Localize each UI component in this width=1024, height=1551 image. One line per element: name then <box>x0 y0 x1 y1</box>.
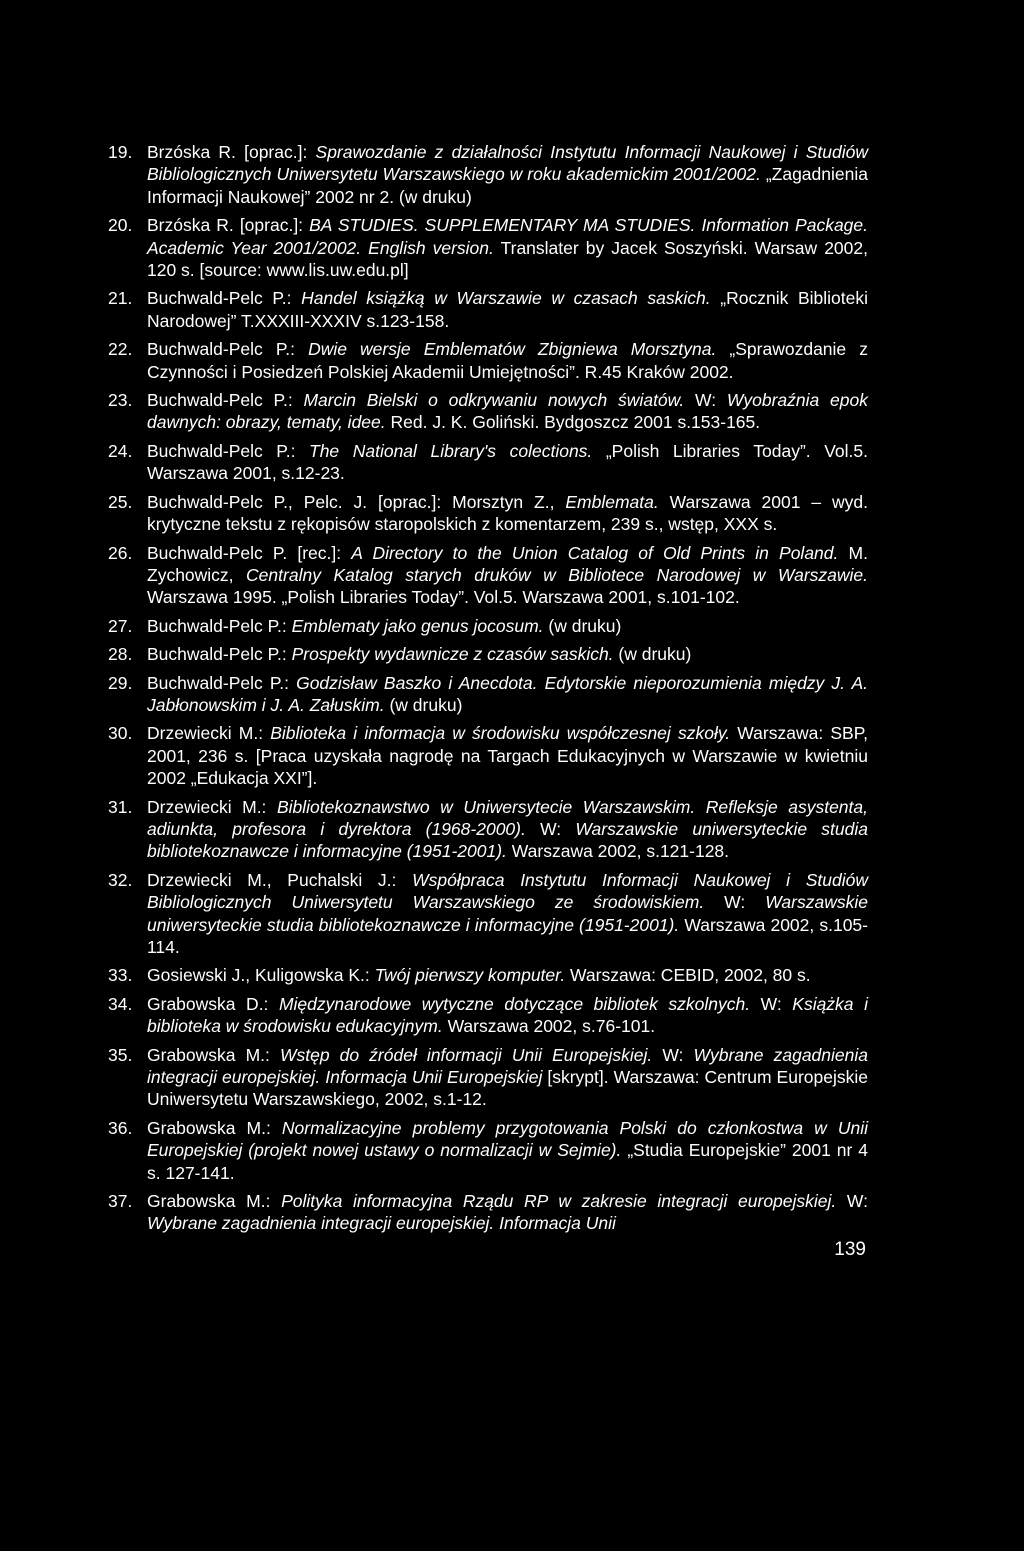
entry-title-italic: Twój pierwszy komputer. <box>374 965 566 986</box>
entry-title-italic: Prospekty wydawnicze z czasów saskich. <box>291 644 614 665</box>
entry-text-segment: Warszawa: CEBID, 2002, 80 s. <box>565 965 811 986</box>
entry-text-segment: (w druku) <box>543 615 622 636</box>
entry-text <box>147 965 811 985</box>
entry-text <box>147 797 868 862</box>
entry-text-segment: Red. J. K. Goliński. Bydgoszcz 2001 s.153-165. <box>385 412 761 433</box>
entry-text-segment: „Rocznik Biblioteki Narodowej” T.XXXIII-XXXIV s.123-158. <box>147 288 868 331</box>
entry-number: 25. <box>108 491 133 512</box>
entry-number: 21. <box>108 288 133 309</box>
entry-title-italic: Marcin Bielski o odkrywaniu nowych światów. <box>303 390 685 411</box>
entry-title-italic: The National Library's colections. <box>309 440 593 461</box>
entry-text-segment: W: <box>704 892 766 913</box>
entry-title-italic: Centralny Katalog starych druków w Bibliotece Narodowej w Warszawie. <box>246 564 869 585</box>
entry-text <box>147 870 868 957</box>
entry-text <box>147 1191 868 1233</box>
entry-number: 37. <box>108 1191 133 1212</box>
entry-text-segment: M. Zychowicz, <box>147 542 868 585</box>
entry-text <box>147 616 621 636</box>
bibliography-entry <box>108 672 868 717</box>
entry-number: 20. <box>108 215 133 236</box>
bibliography-entry <box>108 542 868 609</box>
entry-title-italic: Warszawskie uniwersyteckie studia bibliotekoznawcze i informacyjne (1951-2001). <box>147 892 868 935</box>
entry-title-italic: Książka i biblioteka w środowisku edukacyjnym. <box>147 993 868 1037</box>
entry-text-segment: Drzewiecki M., Puchalski J.: <box>147 869 413 890</box>
entry-text-segment: Buchwald-Pelc P., Pelc. J. [oprac.]: Morsztyn Z., <box>147 491 566 512</box>
entry-title-italic: Współpraca Instytutu Informacji Naukowej i Studiów Bibliologicznych Uniwersytetu Warszawskiego ze środowiskiem. <box>147 869 869 913</box>
bibliography-entry <box>108 338 868 383</box>
bibliography-entry <box>108 389 868 434</box>
entry-text-segment: Buchwald-Pelc P.: <box>147 440 309 461</box>
entry-text-segment: Drzewiecki M.: <box>147 796 277 817</box>
entry-title-italic: Godzisław Baszko i Anecdota. Edytorskie nieporozumienia między J. A. Jabłonowskim i J. A. Załuskim. <box>147 672 868 715</box>
entry-text <box>147 644 691 664</box>
entry-text-segment: Translater by Jacek Soszyński. Warsaw 2002, 120 s. [source: www.lis.uw.edu.pl] <box>147 237 868 281</box>
entry-text-segment: Buchwald-Pelc P. [rec.]: <box>147 542 352 563</box>
entry-text-segment: Buchwald-Pelc P.: <box>147 339 309 360</box>
entry-title-italic: Biblioteka i informacja w środowisku współczesnej szkoły. <box>270 723 731 744</box>
entry-number: 19. <box>108 142 133 162</box>
entry-text-segment: Brzóska R. [oprac.]: <box>147 142 316 162</box>
entry-number: 36. <box>108 1117 133 1138</box>
entry-title-italic: Międzynarodowe wytyczne dotyczące bibliotek szkolnych. <box>278 993 751 1014</box>
entry-text-segment: Warszawa 2002, s.76-101. <box>442 1016 656 1037</box>
entry-number: 29. <box>108 672 133 693</box>
entry-text <box>147 723 868 788</box>
entry-number: 26. <box>108 542 133 563</box>
entry-title-italic: Handel książką w Warszawie w czasach saskich. <box>301 288 711 309</box>
entry-title-italic: Wybrane zagadnienia integracji europejskiej. Informacja Unii <box>147 1213 616 1234</box>
entry-title-italic: Dwie wersje Emblematów Zbigniewa Morsztyna. <box>308 339 717 360</box>
entry-text-segment: Grabowska M.: <box>147 1191 282 1212</box>
bibliography-entry <box>108 993 868 1038</box>
bibliography-entry <box>108 141 868 208</box>
bibliography-entry <box>108 643 868 665</box>
entry-number: 34. <box>108 993 133 1014</box>
entry-text <box>147 390 868 432</box>
entry-text-segment: „Zagadnienia Informacji Naukowej” 2002 nr 2. (w druku) <box>147 164 868 207</box>
entry-number: 31. <box>108 796 133 817</box>
entry-text <box>147 673 868 715</box>
entry-text <box>147 441 868 483</box>
entry-text <box>147 288 868 330</box>
entry-title-italic: Wybrane zagadnienia integracji europejskiej. Informacja Unii Europejskiej <box>147 1044 868 1088</box>
bibliography-entry <box>108 1044 868 1111</box>
entry-title-italic: Wyobraźnia epok dawnych: obrazy, tematy, idee. <box>147 390 868 433</box>
entry-number: 27. <box>108 615 133 636</box>
entry-text-segment: Buchwald-Pelc P.: <box>147 288 302 309</box>
entry-text <box>147 492 868 534</box>
entry-text-segment: (w druku) <box>613 644 692 665</box>
bibliography-entry <box>108 1117 868 1184</box>
entry-text-segment: Buchwald-Pelc P.: <box>147 672 297 693</box>
entry-title-italic: Emblemata. <box>565 491 659 512</box>
entry-title-italic: Warszawskie uniwersyteckie studia bibliotekoznawcze i informacyjne (1951-2001). <box>147 818 869 862</box>
entry-text-segment: W: <box>684 390 727 411</box>
entry-text-segment: Grabowska M.: <box>147 1044 280 1065</box>
bibliography-entry <box>108 615 868 637</box>
bibliography-entry <box>108 287 868 332</box>
entry-text-segment: „Studia Europejskie” 2001 nr 4 s. 127-141. <box>147 1140 869 1183</box>
entry-text-segment: Brzóska R. [oprac.]: <box>147 215 310 236</box>
entry-number: 23. <box>108 390 133 411</box>
bibliography-list <box>108 141 868 1241</box>
entry-number: 32. <box>108 869 133 890</box>
entry-text-segment: Gosiewski J., Kuligowska K.: <box>147 965 375 986</box>
entry-number: 33. <box>108 965 133 986</box>
bibliography-entry <box>108 440 868 485</box>
entry-text-segment: [skrypt]. Warszawa: Centrum Europejskie Uniwersytetu Warszawskiego, 2002, s.1-12. <box>147 1067 868 1110</box>
entry-text <box>147 215 868 280</box>
entry-text-segment: Buchwald-Pelc P.: <box>147 390 304 411</box>
entry-title-italic: Polityka informacyjna Rządu RP w zakresie integracji europejskiej. <box>281 1191 837 1212</box>
entry-number: 22. <box>108 339 133 360</box>
entry-text-segment: W: <box>836 1191 868 1212</box>
entry-text <box>147 1118 868 1183</box>
entry-number: 24. <box>108 440 133 461</box>
entry-number: 28. <box>108 644 133 665</box>
entry-title-italic: Bibliotekoznawstwo w Uniwersytecie Warszawskim. Refleksje asystenta, adiunkta, profesora i dyrektora (1968-2000). <box>147 796 868 839</box>
entry-text-segment: Grabowska D.: <box>147 993 279 1014</box>
entry-text-segment: (w druku) <box>384 694 463 715</box>
entry-number: 35. <box>108 1044 133 1065</box>
entry-title-italic: Wstęp do źródeł informacji Unii Europejskiej. <box>279 1044 653 1065</box>
entry-title-italic: Normalizacyjne problemy przygotowania Polski do członkostwa w Unii Europejskiej (projekt nowej ustawy o normalizacji w Sejmie). <box>147 1117 868 1161</box>
entry-text-segment: „Sprawozdanie z Czynności i Posiedzeń Polskiej Akademii Umiejętności”. R.45 Kraków 2002. <box>147 339 868 382</box>
entry-text <box>147 994 868 1036</box>
entry-number: 30. <box>108 723 133 744</box>
entry-text <box>147 543 868 608</box>
entry-text <box>147 142 868 207</box>
entry-text-segment: Buchwald-Pelc P.: <box>147 644 292 665</box>
entry-text-segment: Warszawa 2001 – wyd. krytyczne tekstu z rękopisów staropolskich z komentarzem, 239 s., wstęp, XXX s. <box>147 491 868 535</box>
entry-text-segment: Warszawa 2002, s.105-114. <box>147 914 868 957</box>
bibliography-entry <box>108 796 868 863</box>
bibliography-entry <box>108 722 868 789</box>
entry-text-segment: W: <box>652 1044 694 1065</box>
entry-text-segment: Warszawa 1995. „Polish Libraries Today”. Vol.5. Warszawa 2001, s.101-102. <box>147 587 740 608</box>
bibliography-entry <box>108 491 868 536</box>
bibliography-entry <box>108 1190 868 1235</box>
bibliography-entry <box>108 964 868 986</box>
entry-title-italic: A Directory to the Union Catalog of Old Prints in Poland. <box>351 542 839 563</box>
entry-title-italic: Sprawozdanie z działalności Instytutu Informacji Naukowej i Studiów Bibliologicznych Uniwersytetu Warszawskiego w roku akademickim 2001/2002. <box>147 142 868 185</box>
bibliography-entry <box>108 214 868 281</box>
entry-text-segment: „Polish Libraries Today”. Vol.5. Warszawa 2001, s.12-23. <box>147 440 868 484</box>
entry-text-segment: W: <box>525 818 576 839</box>
entry-text <box>147 1045 868 1110</box>
entry-text-segment: Grabowska M.: <box>147 1117 282 1138</box>
entry-text-segment: Warszawa: SBP, 2001, 236 s. [Praca uzyskała nagrodę na Targach Edukacyjnych w Warszawie w kwietniu 2002 „Edukacja XXI”]. <box>147 723 868 789</box>
entry-title-italic: Emblematy jako genus jocosum. <box>291 615 544 636</box>
entry-text-segment: W: <box>750 993 793 1014</box>
entry-text-segment: Buchwald-Pelc P.: <box>147 615 292 636</box>
entry-text-segment: Warszawa 2002, s.121-128. <box>506 841 730 862</box>
entry-title-italic: BA STUDIES. SUPPLEMENTARY MA STUDIES. Information Package. Academic Year 2001/2002. English version. <box>147 215 869 258</box>
page-number: 139 <box>834 1239 866 1260</box>
entry-text-segment: Drzewiecki M.: <box>147 723 271 744</box>
entry-text <box>147 339 868 381</box>
bibliography-entry <box>108 869 868 959</box>
